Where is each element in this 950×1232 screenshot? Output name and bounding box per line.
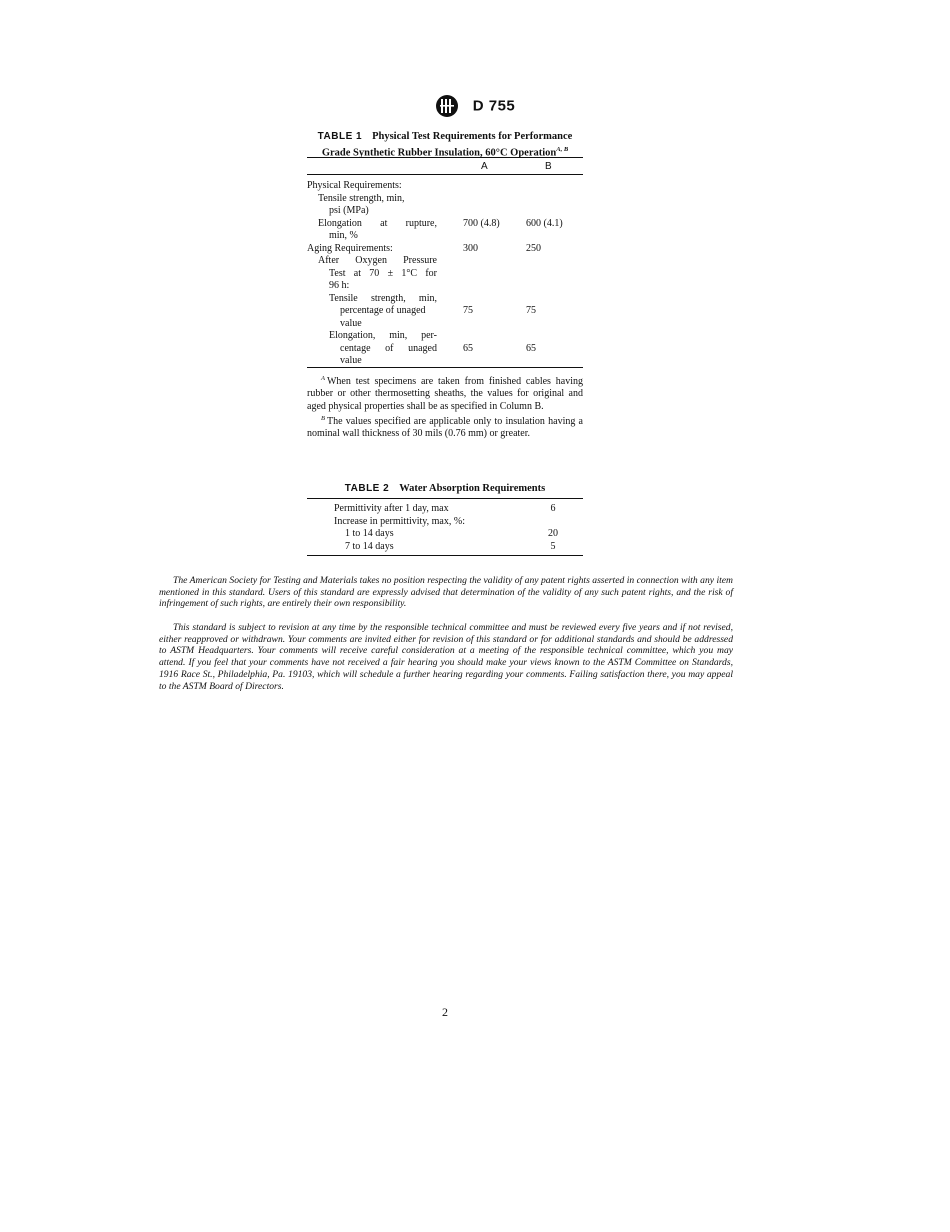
table1-number: TABLE 1 (317, 131, 363, 142)
table1-header-row (307, 160, 583, 174)
astm-logo-icon (435, 94, 459, 118)
table2-top-rule (307, 498, 583, 499)
row-label: value (340, 317, 362, 329)
table-row (307, 243, 583, 256)
table1-title-line2: Grade Synthetic Rubber Insulation, 60°C Operation (321, 147, 557, 159)
table1-caption (300, 130, 590, 160)
footnote-b-mark: B (321, 414, 325, 422)
row-label: 1 to 14 days (345, 528, 394, 539)
table-row (307, 193, 583, 206)
row-label: Permittivity after 1 day, max (334, 503, 449, 514)
row-label: 7 to 14 days (345, 540, 394, 552)
table2-caption (307, 483, 583, 494)
footnote-a-mark: A (321, 375, 325, 382)
row-label: After Oxygen Pressure (318, 255, 437, 266)
cell-b: 65 (526, 342, 536, 354)
table-row (307, 355, 583, 368)
cell-a: 75 (463, 305, 473, 316)
table2-number: TABLE 2 (344, 483, 390, 494)
table2-bottom-rule (307, 555, 583, 556)
row-label: Aging Requirements: (307, 242, 393, 254)
row-label: Elongation at rupture, (318, 217, 437, 229)
row-label: psi (MPa) (329, 205, 369, 216)
row-label: centage of unaged (340, 342, 437, 354)
table1-top-rule (307, 157, 583, 158)
row-value: 5 (550, 540, 556, 552)
row-label: Physical Requirements: (307, 180, 402, 191)
cell-a: 300 (463, 242, 478, 254)
table-row (334, 503, 574, 516)
table1-header-rule (307, 174, 583, 175)
patent-notice-text: The American Society for Testing and Materials takes no position respecting the validity of any patent rights asserted in connection with any item mentioned in this standard. Users of this standard are expressly advised that determination of the validity of any such patent rights, and the risk of infringement of such rights, are entirely their own responsibility. (159, 575, 733, 610)
row-value: 6 (550, 503, 556, 514)
footnote-b-text: The values specified are applicable only to insulation having a nominal wall thickness of 30 mils (0.76 mm) or greater. (307, 415, 583, 440)
table1-bottom-rule (307, 367, 583, 368)
cell-b: 250 (526, 242, 541, 254)
revision-notice (159, 622, 733, 692)
row-label: 96 h: (329, 280, 350, 291)
table-row (307, 318, 583, 331)
row-label: Tensile strength, min, (318, 192, 405, 204)
table-row (307, 305, 583, 318)
row-label: Increase in permittivity, max, %: (334, 515, 465, 527)
table-row (307, 255, 583, 268)
table-row (307, 343, 583, 356)
table1-col-a-header: A (481, 161, 488, 172)
footnote-a-text: When test specimens are taken from finished cables having rubber or other thermosetting sheaths, the values for original and aged physical properties shall be as specified in Column B. (307, 376, 583, 412)
row-label: Tensile strength, min, (329, 292, 437, 304)
table1-body (307, 180, 583, 368)
cell-b: 75 (526, 305, 536, 316)
row-label: min, % (329, 230, 358, 241)
table2 (334, 503, 574, 553)
table-row (334, 528, 574, 541)
page-header (0, 94, 950, 118)
cell-a: 65 (463, 342, 473, 354)
footnote-b (307, 413, 583, 441)
table2-title: Water Absorption Requirements (399, 483, 546, 494)
cell-a: 700 (4.8) (463, 217, 500, 229)
table-row (307, 268, 583, 281)
document-number: D 755 (472, 97, 516, 115)
row-value: 20 (548, 528, 558, 539)
cell-b: 600 (4.1) (526, 217, 563, 229)
page-number: 2 (442, 1005, 448, 1019)
table-row (334, 541, 574, 554)
table1-title-line1: Physical Test Requirements for Performance (372, 131, 573, 142)
table-row (307, 180, 583, 193)
table-row (334, 516, 574, 529)
table1-col-b-header: B (545, 161, 552, 172)
row-label: Test at 70 ± 1°C for (329, 267, 437, 279)
table1 (307, 160, 583, 368)
table-row (307, 280, 583, 293)
footnote-a (307, 373, 583, 413)
table-row (307, 218, 583, 231)
row-label: value (340, 355, 362, 366)
table1-title-sup: A, B (556, 146, 569, 153)
row-label: percentage of unaged (340, 305, 426, 316)
patent-notice (159, 575, 733, 610)
revision-notice-text: This standard is subject to revision at any time by the responsible technical committee and must be reviewed every five years and if not revised, either reapproved or withdrawn. Your comments are invited either for revision of this standard or for additional standards and should be addressed to ASTM Headquarters. Your comments will receive careful consideration at a meeting of the responsible technical committee, which you may attend. If you feel that your comments have not received a fair hearing you should make your views known to the ASTM Committee on Standards, 1916 Race St., Philadelphia, Pa. 19103, which will schedule a further hearing regarding your comments. Failing satisfaction there, you may appeal to the ASTM Board of Directors. (159, 622, 733, 692)
table1-footnotes (307, 373, 583, 440)
row-label: Elongation, min, per- (329, 330, 437, 341)
